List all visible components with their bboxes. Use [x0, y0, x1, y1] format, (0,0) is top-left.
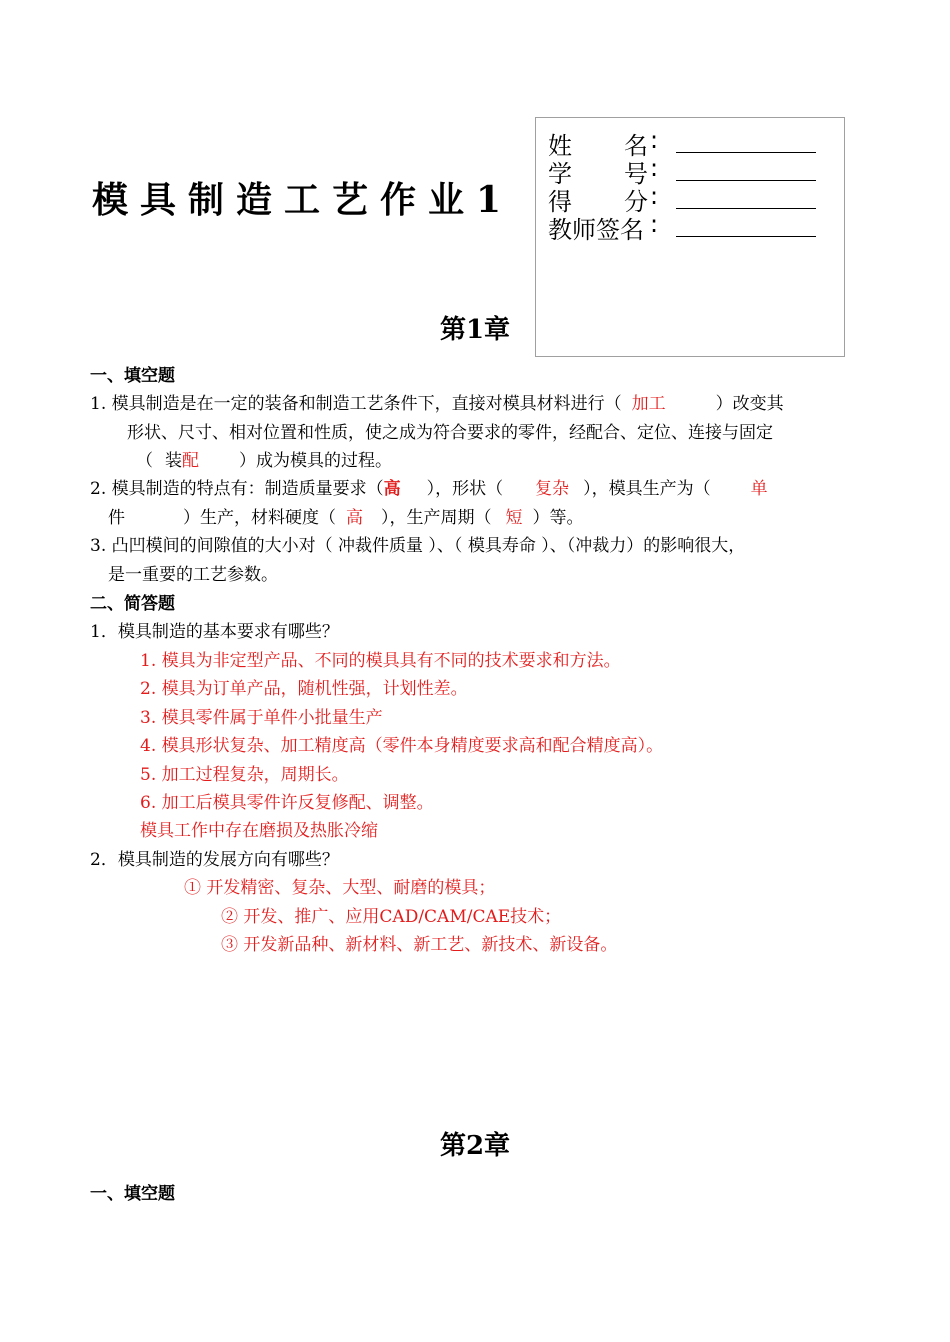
q1-text-a: 1. 模具制造是在一定的装备和制造工艺条件下，直接对模具材料进行（: [90, 394, 622, 414]
sq2-answer-2: ② 开发、推广、应用CAD/CAM/CAE技术；: [221, 907, 562, 927]
sq1-answer-6: 6. 加工后模具零件许反复修配、调整。: [140, 793, 434, 813]
ch1-q2-line2: [108, 503, 584, 528]
q2-answer-hardness: 高: [346, 508, 363, 528]
info-colon: :: [650, 182, 659, 210]
info-colon: :: [650, 126, 659, 154]
q1-answer-processing: 加工: [631, 394, 666, 414]
info-label-score-b: 分: [624, 188, 648, 216]
info-label-id-b: 号: [624, 160, 648, 188]
id-blank-line[interactable]: [676, 180, 816, 181]
sq1-answer-2: 2. 模具为订单产品，随机性强，计划性差。: [140, 679, 468, 699]
info-row-score: [548, 182, 838, 216]
ch1-sq2-question: 2．模具制造的发展方向有哪些？: [90, 850, 339, 870]
info-label-name-b: 名: [624, 132, 648, 160]
info-label-score-a: 得: [548, 188, 572, 216]
q2-text-d: ）生产，材料硬度（: [183, 508, 336, 528]
chapter-2-heading: 第2章: [439, 1131, 511, 1161]
ch1-short-answer-title: 二、简答题: [90, 594, 175, 614]
info-row-name: [548, 126, 838, 160]
ch1-q2-line1: [90, 474, 768, 499]
sq2-answer-3: ③ 开发新品种、新材料、新工艺、新技术、新设备。: [221, 935, 618, 955]
q2-answer-shape: 复杂: [535, 479, 570, 499]
name-blank-line[interactable]: [676, 152, 816, 153]
ch1-sq1-question: 1．模具制造的基本要求有哪些？: [90, 622, 339, 642]
sq1-answer-3: 3. 模具零件属于单件小批量生产: [140, 708, 383, 728]
score-blank-line[interactable]: [676, 208, 816, 209]
ch1-q3-line1: 3. 凸凹模间的间隙值的大小对（ 冲裁件质量 ）、（ 模具寿命 ）、（冲裁力）的影响很大，: [90, 536, 746, 556]
q2-answer-production-a: 单: [750, 479, 768, 499]
q1-text-c: （: [136, 451, 153, 471]
sq1-answer-1: 1. 模具为非定型产品、不同的模具具有不同的技术要求和方法。: [140, 651, 621, 671]
sq1-answer-4: 4. 模具形状复杂、加工精度高（零件本身精度要求高和配合精度高）。: [140, 736, 664, 756]
sq1-answer-5: 5. 加工过程复杂，周期长。: [140, 765, 349, 785]
q2-text-e: ），生产周期（: [381, 508, 492, 528]
teacher-signature-line[interactable]: [676, 236, 816, 237]
q2-text-b: ），形状（: [426, 479, 504, 499]
q2-text-a: 2. 模具制造的特点有：制造质量要求（: [90, 479, 384, 499]
q1-answer-assembly-a: 装: [165, 451, 182, 471]
ch1-fill-section-title: 一、填空题: [90, 366, 175, 386]
ch1-q1-line1: [90, 389, 784, 414]
ch1-q1-line3: [136, 446, 392, 471]
sq2-answer-1: ① 开发精密、复杂、大型、耐磨的模具；: [184, 878, 496, 898]
info-row-teacher: [548, 210, 838, 244]
info-label-teacher: 教师签名: [548, 216, 644, 244]
q2-text-c: ），模具生产为（: [583, 479, 711, 499]
q1-text-d: ）成为模具的过程。: [239, 451, 392, 471]
chapter-1-heading: 第1章: [439, 315, 511, 345]
q1-text-b: ）改变其: [715, 394, 784, 414]
info-label-name-a: 姓: [548, 132, 572, 160]
q2-answer-quality: 高: [383, 479, 401, 499]
ch1-q3-line2: 是一重要的工艺参数。: [108, 565, 278, 585]
ch1-q1-line2: 形状、尺寸、相对位置和性质，使之成为符合要求的零件，经配合、定位、连接与固定: [127, 423, 773, 443]
q2-text-f: ）等。: [532, 508, 584, 528]
q2-answer-production-b: 件: [108, 508, 125, 528]
info-label-id-a: 学: [548, 160, 572, 188]
ch2-fill-section-title: 一、填空题: [90, 1184, 175, 1204]
q2-answer-cycle: 短: [505, 508, 523, 528]
info-colon: :: [650, 210, 659, 238]
document-title: 模具制造工艺作业1: [92, 179, 514, 221]
info-colon: :: [650, 154, 659, 182]
sq1-answer-7: 模具工作中存在磨损及热胀冷缩: [140, 821, 378, 841]
q1-answer-assembly-b: 配: [182, 451, 199, 471]
info-row-id: [548, 154, 838, 188]
